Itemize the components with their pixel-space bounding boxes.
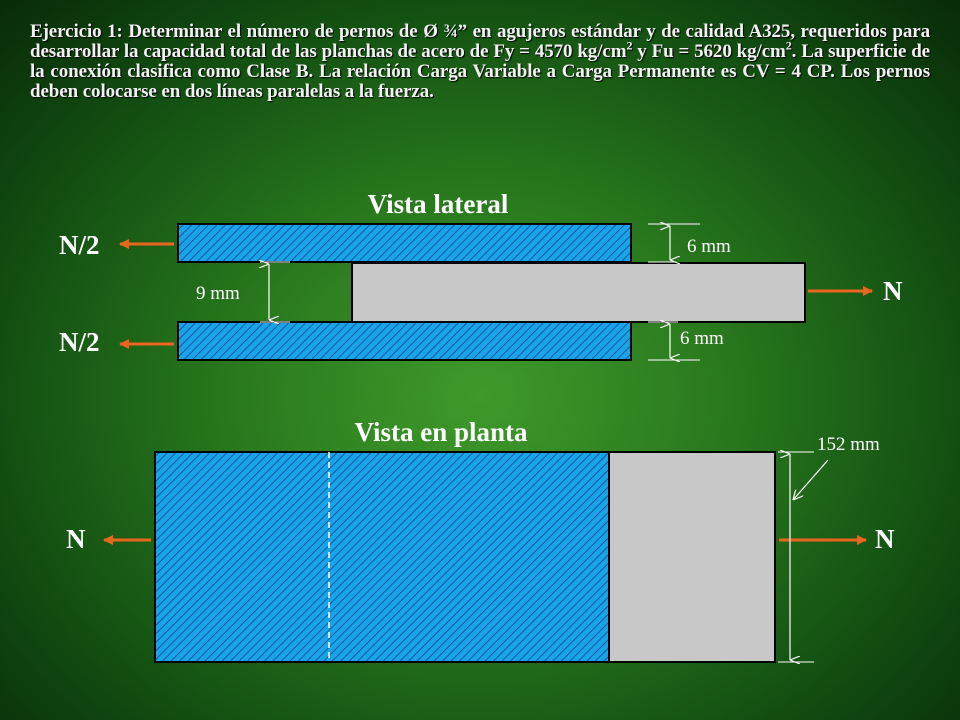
main-plate-plan (609, 452, 775, 662)
plan-view-title: Vista en planta (354, 417, 528, 447)
problem-mid: en agujeros estándar y de calidad A325, requeridos para desarrollar la capacidad total de las planchas de acero de Fy = 4570 kg/cm (30, 21, 930, 62)
dim-width-label: 152 mm (817, 434, 880, 455)
dim-top-label: 6 mm (687, 236, 731, 257)
force-label-bottom: N/2 (59, 327, 100, 357)
lateral-view-title: Vista lateral (367, 189, 509, 219)
force-label-top: N/2 (59, 230, 100, 260)
dim-gap-label: 9 mm (196, 283, 240, 304)
bolt-diameter: Ø ¾” (423, 21, 467, 42)
exponent-fu: 2 (785, 38, 792, 53)
exponent-fy: 2 (626, 38, 633, 53)
bottom-splice-plate (178, 322, 631, 360)
dim-leader-width (793, 460, 828, 500)
top-splice-plate (178, 224, 631, 262)
problem-prefix: Ejercicio 1: Determinar el número de pernos de (30, 21, 424, 42)
problem-suffix: . La superficie de la conexión clasifica como Clase B. La relación Carga Variable a Carga Permanente es CV = 4 CP. Los pernos deben colocarse en dos líneas paralelas a la fuerza. (30, 41, 930, 102)
main-plate-side (352, 263, 805, 322)
force-label-plan-left: N (66, 524, 86, 554)
force-label-plan-right: N (875, 524, 895, 554)
problem-mid2: y Fu = 5620 kg/cm (632, 41, 786, 62)
dim-bottom-label: 6 mm (680, 328, 724, 349)
splice-plate-plan (155, 452, 609, 662)
force-label-right: N (883, 276, 903, 306)
